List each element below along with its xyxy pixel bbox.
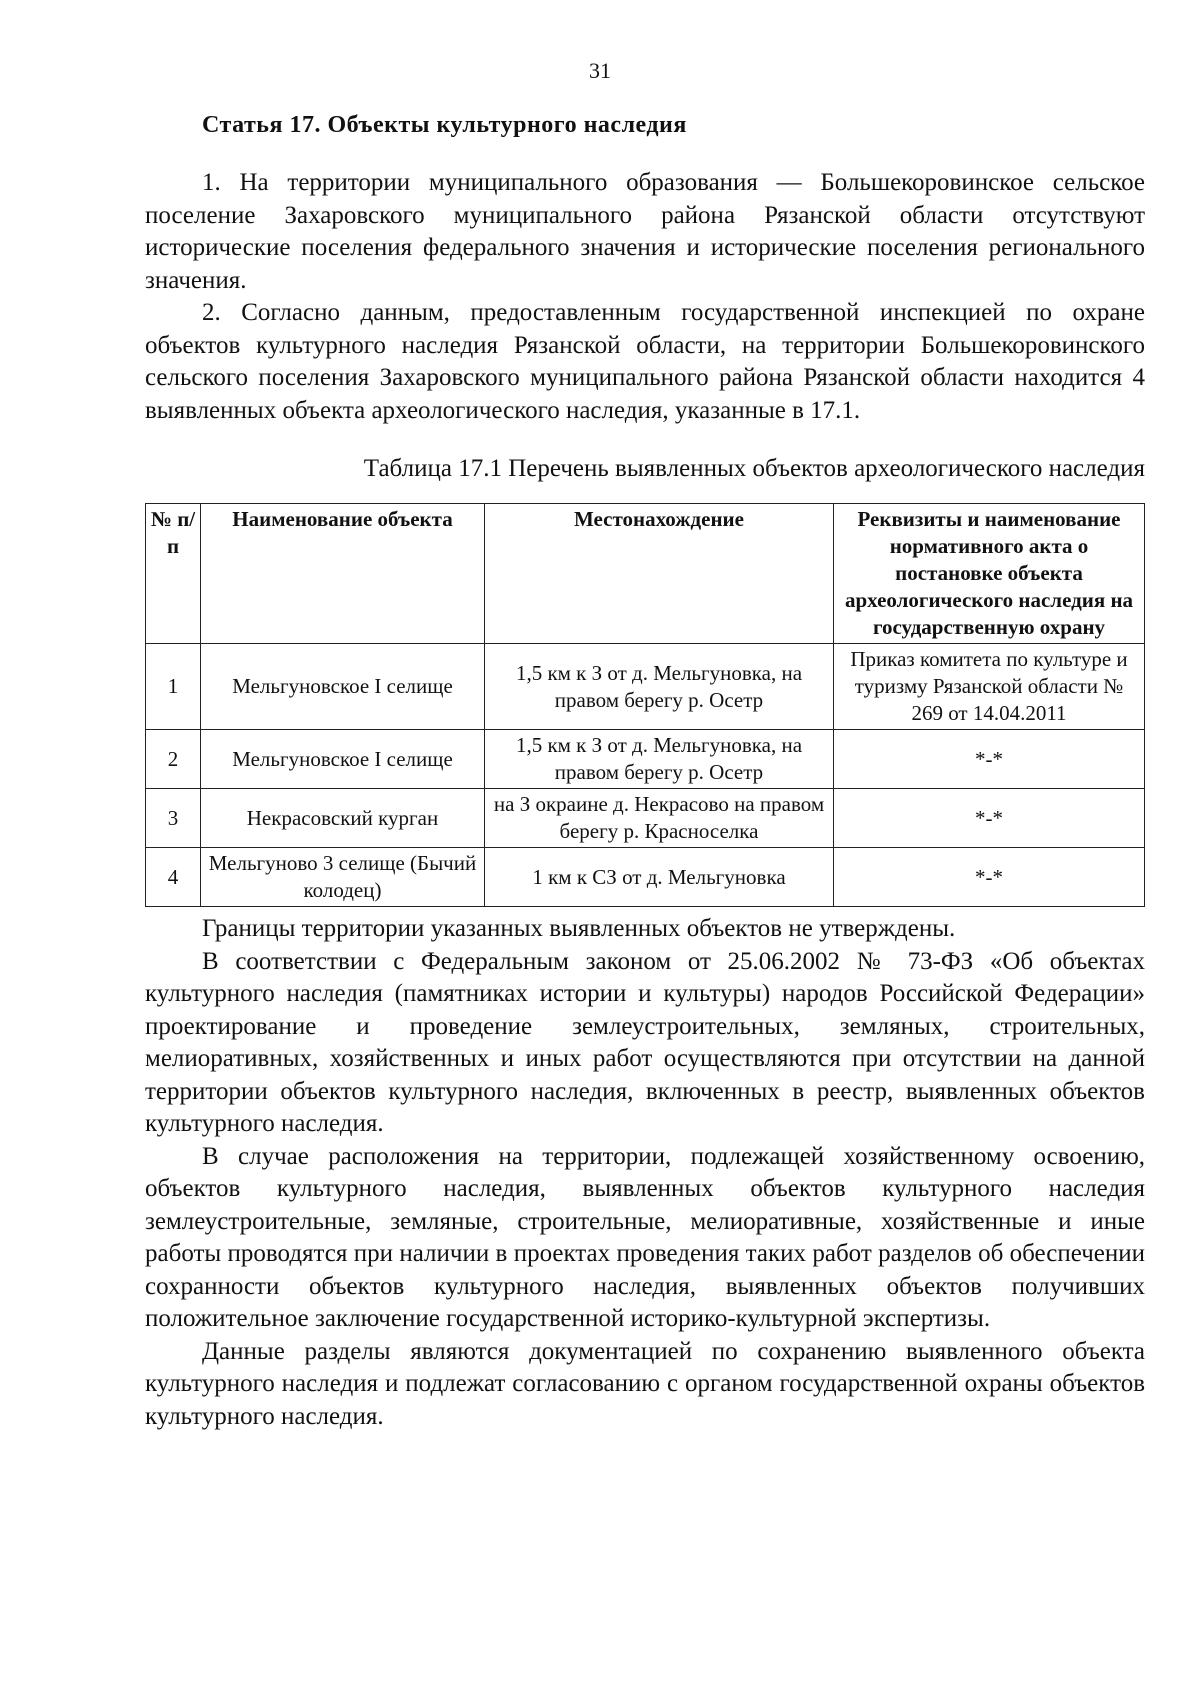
- header-number: № п/п: [146, 504, 201, 644]
- cell-object-name: Мельгуновское I селище: [201, 644, 485, 730]
- header-legal-act: Реквизиты и наименование нормативного акта о постановке объекта археологического наследия на государственную охрану: [834, 504, 1145, 644]
- table-caption: Таблица 17.1 Перечень выявленных объектов археологического наследия: [363, 455, 1145, 482]
- cell-legal-act: Приказ комитета по культуре и туризму Рязанской области № 269 от 14.04.2011: [834, 644, 1145, 730]
- table-row: [146, 730, 1145, 789]
- cell-object-name: Мельгуновское I селище: [201, 730, 485, 789]
- cell-number: 1: [146, 644, 201, 730]
- cell-legal-act: *-*: [834, 789, 1145, 848]
- table-row: [146, 789, 1145, 848]
- paragraph-2: 2. Согласно данным, предоставленным государственной инспекцией по охране объектов культурного наследия Рязанской области, на территории Большекоровинского сельского поселения Захаровского муниципального района Рязанской области находится 4 выявленных объекта археологического наследия, указанные в 17.1.: [145, 299, 1145, 424]
- cell-number: 3: [146, 789, 201, 848]
- cell-location: 1,5 км к З от д. Мельгуновка, на правом берегу р. Осетр: [485, 644, 834, 730]
- cell-object-name: Некрасовский курган: [201, 789, 485, 848]
- paragraph-3: Границы территории указанных выявленных объектов не утверждены.: [202, 915, 956, 942]
- cell-legal-act: *-*: [834, 848, 1145, 907]
- page-content: [145, 112, 1145, 1433]
- cell-object-name: Мельгуново 3 селище (Бычий колодец): [201, 848, 485, 907]
- table-row: [146, 644, 1145, 730]
- article-heading: Статья 17. Объекты культурного наследия: [202, 112, 687, 138]
- header-object-name: Наименование объекта: [201, 504, 485, 644]
- header-location: Местонахождение: [485, 504, 834, 644]
- heritage-objects-table: [145, 503, 1145, 907]
- cell-number: 4: [146, 848, 201, 907]
- cell-legal-act: *-*: [834, 730, 1145, 789]
- cell-location: на З окраине д. Некрасово на правом берегу р. Красноселка: [485, 789, 834, 848]
- page-number: 31: [589, 58, 611, 83]
- cell-number: 2: [146, 730, 201, 789]
- paragraph-6: Данные разделы являются документацией по сохранению выявленного объекта культурного наследия и подлежат согласованию с органом государственной охраны объектов культурного наследия.: [145, 1337, 1145, 1430]
- table-header-row: [146, 504, 1145, 644]
- paragraph-5: В случае расположения на территории, подлежащей хозяйственному освоению, объектов культурного наследия, выявленных объектов культурного наследия землеустроительные, земляные, строительные, мелиоративные, хозяйственные и иные работы проводятся при наличии в проектах проведения таких работ разделов об обеспечении сохранности объектов культурного наследия, выявленных объектов получивших положительное заключение государственной историко-культурной экспертизы.: [145, 1142, 1145, 1332]
- paragraph-4: В соответствии с Федеральным законом от 25.06.2002 № 73-ФЗ «Об объектах культурного наследия (памятниках истории и культуры) народов Российской Федерации» проектирование и проведение землеустроительных, земляных, строительных, мелиоративных, хозяйственных и иных работ осуществляются при отсутствии на данной территории объектов культурного наследия, включенных в реестр, выявленных объектов культурного наследия.: [145, 947, 1145, 1137]
- table-row: [146, 848, 1145, 907]
- paragraph-1: 1. На территории муниципального образования — Большекоровинское сельское поселение Захаровского муниципального района Рязанской области отсутствуют исторические поселения федерального значения и исторические поселения регионального значения.: [145, 169, 1145, 294]
- cell-location: 1 км к СЗ от д. Мельгуновка: [485, 848, 834, 907]
- cell-location: 1,5 км к З от д. Мельгуновка, на правом берегу р. Осетр: [485, 730, 834, 789]
